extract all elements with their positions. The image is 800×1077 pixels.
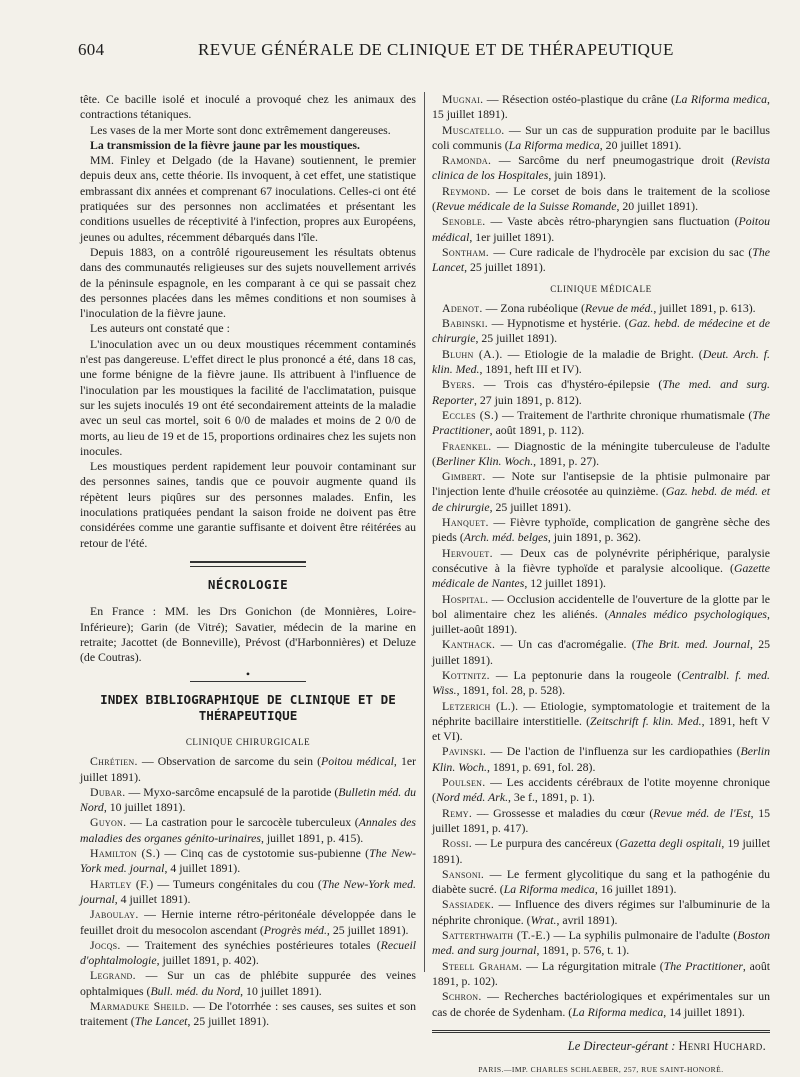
bibliography-entry (432, 184, 770, 215)
entry-details: , 25 juillet 1891). (475, 331, 558, 346)
entry-details: , juin 1891, p. 362). (547, 530, 641, 545)
entry-source: Bulletin méd. du Nord (80, 784, 416, 815)
entry-author: Rossi. (442, 836, 472, 851)
bibliography-entry (432, 867, 770, 898)
bibliography-entry (432, 637, 770, 668)
entry-source: Boston med. and surg journal (432, 928, 771, 958)
entry-source: Gaz. hebd. de méd. et de chirurgie (432, 484, 770, 514)
bibliography-entry (432, 592, 770, 638)
medical-subheading: CLINIQUE MÉDICALE (550, 283, 652, 294)
entry-source: The Practitioner (432, 407, 771, 438)
entry-source: The med. and surg. Reporter (432, 377, 770, 407)
entry-title: — Myxo-sarcôme encapsulé de la parotide ( (125, 784, 339, 799)
entry-details: , 4 juillet 1891). (164, 861, 241, 876)
entry-source: Revista clinica de los Hospitales (432, 153, 770, 183)
entry-title: — Trois cas d'hystéro-épilepsie ( (475, 377, 663, 392)
entry-source: Zeitschrift f. klin. Med. (590, 713, 702, 728)
entry-source: Bull. méd. du Nord (150, 983, 241, 998)
entry-author: Letzerich (L.). (442, 698, 519, 713)
entry-author: Pavinski. (442, 744, 487, 759)
running-title: REVUE GÉNÉRALE DE CLINIQUE ET DE THÉRAPEUTIQUE (198, 40, 674, 59)
entry-title: — Résection ostéo-plastique du crâne ( (483, 92, 675, 106)
entry-details: , 20 juillet 1891). (599, 137, 682, 152)
entry-title: — Zona rubéolique ( (482, 300, 585, 315)
bibliography-entry (80, 907, 416, 938)
entry-title: — Etiologie de la maladie de Bright. ( (502, 346, 703, 361)
entry-source: Progrès méd. (263, 922, 327, 937)
entry-source: Recueil d'ophtalmologie (80, 937, 416, 968)
separator-dot: • (245, 667, 251, 682)
entry-source: The Lancet (432, 244, 770, 275)
entry-details: , 10 juillet 1891). (240, 983, 322, 998)
director-signature (432, 1039, 766, 1054)
entry-author: Chrétien. (90, 754, 138, 769)
entry-details: , 25 juillet 1891). (432, 637, 770, 667)
entry-author: Senoble. (442, 214, 486, 229)
entry-details: , juillet-août 1891). (432, 606, 770, 637)
entry-author: Dubar. (90, 784, 126, 799)
entry-title: — La castration pour le sarcocèle tuberculeux ( (126, 815, 359, 830)
entry-details: , 25 juillet 1891). (464, 260, 546, 275)
entry-details: , 19 juillet 1891). (432, 836, 770, 866)
entry-author: Muscatello. (442, 122, 505, 137)
bibliography-entry (432, 92, 770, 123)
entry-title: — La syphilis pulmonaire de l'adulte ( (550, 928, 738, 943)
entry-author: Jocqs. (90, 937, 121, 952)
entry-source: La Riforma medica (503, 882, 595, 897)
bibliography-list (80, 754, 416, 1029)
entry-title: — Recherches bactériologiques et expérimentales sur un cas de chorée de Sydenham. ( (432, 989, 770, 1019)
necrology-text: En France : MM. les Drs Gonichon (de Monnières, Loire-Inférieure); Garin (de Vitré); Savatier, médecin de la marine en retraite; Jacottet (de Bonneville), Prévost (d'Harbonnières) et Deluze (de Coutras). (80, 604, 416, 665)
entry-author: Babinski. (442, 316, 488, 331)
entry-details: , 15 juillet 1891, p. 417). (432, 805, 770, 835)
entry-author: Hervouet. (442, 545, 493, 560)
entry-title: — Le ferment glycolitique du sang et la pathogénie du diabète sucré. ( (432, 866, 770, 897)
entry-author: Gimbert. (442, 469, 486, 484)
entry-source: Centralbl. f. med. Wiss. (432, 667, 771, 698)
entry-title: — Hypnotisme et hystérie. ( (487, 316, 629, 331)
bibliography-entry (80, 846, 416, 877)
entry-author: Schron. (442, 989, 482, 1004)
entry-title: — Occlusion accidentelle de l'ouverture de la glotte par le bol alimentaire chez les aliénés. ( (432, 591, 770, 621)
entry-details: , 1891, p. 691, fol. 28). (486, 759, 596, 774)
entry-details: , août 1891, p. 112). (489, 423, 585, 438)
entry-details: , juin 1891). (548, 168, 606, 183)
entry-source: Revue médicale de la Suisse Romande (435, 199, 617, 214)
paragraph: Les moustiques perdent rapidement leur pouvoir contaminant sur des personnes saines, tandis que ce pouvoir augmente quand ils répètent leurs piqûres sur des personnes malades. Enfin, les inoculations pratiquées pendant la saison froide ne doivent pas être considérées comme une garantie suffisante et doivent être réitérées au retour de l'été. (80, 459, 416, 550)
entry-title: — De l'action de l'influenza sur les cardiopathies ( (486, 744, 741, 759)
entry-title: — Traitement de l'arthrite chronique rhumatismale ( (498, 407, 753, 422)
entry-author: Sassiadek. (442, 897, 495, 912)
entry-source: Wrat. (530, 912, 557, 927)
entry-details: , 25 juillet 1891). (187, 1014, 270, 1029)
bibliography-entry (80, 754, 416, 785)
paragraph: Les vases de la mer Morte sont donc extrêmement dangereuses. (90, 122, 391, 137)
bibliography-entry (432, 316, 770, 347)
left-column (80, 92, 416, 1030)
entry-details: , 1er juillet 1891). (80, 754, 417, 784)
entry-details: , 1891, heft V et VI). (432, 713, 770, 744)
entry-details: , août 1891, p. 102). (432, 958, 770, 988)
page-header (78, 38, 770, 64)
entry-author: Ramonda. (442, 153, 492, 168)
entry-title: — Un cas d'acromégalie. ( (495, 637, 636, 652)
bibliography-entry (432, 439, 770, 470)
entry-author: Steell Graham. (442, 958, 523, 973)
bibliography-entry (80, 968, 416, 999)
entry-author: Reymond. (442, 183, 491, 198)
bibliography-entry (432, 301, 770, 316)
bibliography-entry (432, 928, 770, 959)
entry-details: , juillet 1891, p. 613). (653, 300, 756, 315)
necrology-title: NÉCROLOGIE (207, 576, 289, 592)
entry-title: — Hernie interne rétro-péritonéale développée dans le feuillet droit du mesocolon ascendant ( (80, 907, 416, 937)
bibliography-entry (432, 897, 770, 928)
entry-source: The Lancet (134, 1014, 188, 1029)
entry-author: Kanthack. (442, 637, 496, 652)
entry-source: Berliner Klin. Woch. (435, 453, 534, 468)
entry-title: — Les accidents cérébraux de l'otite moyenne chronique ( (432, 775, 770, 805)
bibliography-entry (432, 123, 770, 154)
bibliography-entry (432, 546, 770, 592)
bibliography-entry (80, 785, 416, 816)
entry-title: — De l'otorrhée : ses causes, ses suites et son traitement ( (80, 999, 417, 1029)
entry-details: , juillet 1891, p. 415). (260, 830, 364, 845)
entry-title: — Sarcôme du nerf pneumogastrique droit ( (491, 153, 736, 168)
entry-author: Hospital. (442, 591, 489, 606)
entry-details: , 16 juillet 1891). (594, 882, 677, 897)
paragraph: L'inoculation avec un ou deux moustiques récemment contaminés n'est pas dangereuse. L'effet direct le plus prononcé a été, dans 18 cas, une forme bénigne de la fièvre jaune. Ils attribuent à l'influence de l'inoculation par les moustiques la facilité de l'acclimatation, puisque sur les sujets inoculés 19 ont été secondairement atteints de la maladie avec un seul cas mortel, soit 6 0/0 de malades et moins de 2 0/0 de morts, au lieu de 19 et de 15, proportions ordinaires chez les sujets non inocules. (80, 336, 416, 458)
bibliography-entry (432, 699, 770, 745)
paragraph: tête. Ce bacille isolé et inoculé a provoqué chez les animaux des contractions tétaniques. (80, 92, 416, 122)
entry-title: — Etiologie, symptomatologie et traitement de la néphrite bacillaire interstitielle. ( (432, 698, 770, 728)
entry-details: , 27 juin 1891, p. 812). (473, 392, 582, 407)
bibliography-entry (432, 469, 770, 515)
entry-author: Jaboulay. (90, 907, 139, 922)
bibliography-entry (80, 815, 416, 846)
entry-details: , 20 juillet 1891). (616, 199, 699, 214)
entry-author: Mugnai. (442, 92, 484, 106)
entry-title: — La régurgitation mitrale ( (522, 958, 664, 973)
bibliography-list (432, 301, 770, 1020)
footer-rule (432, 1030, 770, 1033)
entry-title: — Grossesse et maladies du cœur ( (472, 805, 654, 820)
entry-author: Bluhn (A.). (442, 346, 503, 361)
entry-author: Kottnitz. (442, 667, 490, 682)
entry-details: , 14 juillet 1891). (663, 1004, 745, 1019)
entry-title: — Note sur l'antisepsie de la phtisie pulmonaire par l'injection lente d'huile créosotée au quinzième. ( (432, 469, 770, 499)
bibliography-entry (432, 153, 770, 184)
entry-title: — Diagnostic de la méningite tuberculeuse de l'adulte ( (432, 438, 770, 468)
entry-source: The New-York med. journal (80, 876, 416, 906)
entry-details: , avril 1891). (556, 912, 618, 927)
bibliography-list (432, 92, 770, 276)
printer-imprint: PARIS.—IMP. CHARLES SCHLAEBER, 257, RUE SAINT-HONORÉ. (478, 1065, 724, 1075)
entry-author: Marmaduke Sheild. (90, 999, 190, 1014)
entry-details: , 1891, p. 576, t. 1). (536, 943, 630, 958)
entry-source: Gaz. hebd. de médecine et de chirurgie (432, 316, 771, 346)
director-name: Henri Huchard. (678, 1038, 766, 1053)
right-column (432, 92, 770, 1077)
entry-title: — Influence des divers régimes sur l'albuminurie de la néphrite chronique. ( (432, 897, 770, 927)
entry-title: — Le purpura des cancéreux ( (471, 836, 620, 851)
entry-source: The New-York med. journal (80, 846, 416, 876)
bibliography-entry (432, 744, 770, 775)
entry-author: Adenot. (442, 300, 483, 315)
entry-title: — Sur un cas de phlébite suppurée des veines ophtalmiques ( (80, 968, 416, 998)
bibliography-entry (80, 938, 416, 969)
entry-source: Nord méd. Ark. (435, 790, 509, 805)
entry-title: — Deux cas de polynévrite périphérique, paralysie consécutive à la fièvre typhoïde et paralysie alcoolique. ( (432, 545, 770, 575)
bibliography-entry (432, 347, 770, 378)
entry-source: La Riforma medica (674, 92, 768, 106)
entry-source: La Riforma medica (572, 1004, 664, 1019)
entry-source: Poitou médical (321, 754, 394, 769)
entry-source: The Practitioner (663, 958, 743, 973)
paragraph: Depuis 1883, on a contrôlé rigoureusement les résultats obtenus dans des communautés religieuses sur des sujets nouvellement arrivés de la péninsule espagnole, en les comparant à ce qui se passait chez des personnes placées dans les mêmes conditions et non soumises à l'inoculation de la fièvre jaune. (80, 244, 416, 321)
paragraph: MM. Finley et Delgado (de la Havane) soutiennent, le premier depuis deux ans, cette théorie. Ils invoquent, à cet effet, une statistique embrassant dix années et comprenant 67 inoculations. Celles-ci ont été pratiquées sur des personnes non acclimatées et présentant les conditions usuelles de réceptivité à l'infection, propres aux Européens, jeunes ou adultes, récemment débarqués dans l'île. (80, 153, 416, 244)
entry-details: , 1891, fol. 28, p. 528). (456, 683, 566, 698)
entry-author: Byers. (442, 377, 476, 392)
entry-source: Berlin Klin. Woch. (432, 744, 770, 774)
entry-details: , 25 juillet 1891). (326, 922, 409, 937)
entry-source: The Brit. med. Journal (635, 637, 750, 652)
bibliography-entry (432, 959, 770, 990)
bibliography-entry (432, 377, 770, 408)
section-rule (190, 681, 306, 682)
entry-author: Hamilton (S.) (90, 846, 161, 861)
entry-source: Poitou médical (432, 214, 770, 244)
entry-author: Guyon. (90, 815, 127, 830)
entry-details: , 10 juillet 1891). (103, 800, 186, 815)
entry-source: Gazette médicale de Nantes (432, 560, 770, 591)
index-title: INDEX BIBLIOGRAPHIQUE DE CLINIQUE ET DE THÉRAPEUTIQUE (100, 692, 396, 723)
entry-source: Annales des maladies des organes génito-urinaires (80, 815, 416, 845)
bibliography-entry (80, 999, 416, 1030)
director-label: Le Directeur-gérant : (567, 1038, 676, 1053)
entry-source: Arch. méd. belges (463, 530, 548, 545)
entry-title: — Sur un cas de suppuration produite par le bacillus coli communis ( (432, 122, 770, 152)
entry-details: , 1891, p. 27). (533, 453, 600, 468)
section-heading: La transmission de la fièvre jaune par les moustiques. (90, 137, 360, 152)
entry-details: , 4 juillet 1891). (114, 891, 191, 906)
bibliography-entry (80, 877, 416, 908)
entry-source: La Riforma medica (508, 137, 600, 152)
entry-title: — Traitement des synéchies postérieures totales ( (120, 937, 381, 952)
entry-title: — Tumeurs congénitales du cou ( (153, 876, 322, 891)
entry-source: Revue méd. de l'Est (653, 805, 751, 820)
entry-author: Fraenkel. (442, 438, 492, 453)
page-number: 604 (78, 40, 105, 59)
section-rule (190, 561, 306, 567)
entry-title: — Le corset de bois dans le traitement de la scoliose ( (432, 183, 770, 214)
entry-author: Satterthwaith (T.-E.) (442, 928, 551, 943)
entry-details: , 3e f., 1891, p. 1). (508, 790, 595, 805)
entry-title: — Cinq cas de cystotomie sus-pubienne ( (160, 846, 370, 861)
bibliography-entry (432, 515, 770, 546)
column-divider (424, 92, 425, 972)
entry-details: , 25 juillet 1891). (489, 499, 572, 514)
bibliography-entry (432, 775, 770, 806)
bibliography-entry (432, 989, 770, 1020)
entry-source: Deut. Arch. f. klin. Med. (432, 346, 770, 377)
entry-source: Gazetta degli ospitali (619, 836, 722, 851)
entry-title: — La peptonurie dans la rougeole ( (489, 667, 682, 682)
entry-author: Eccles (S.) (442, 407, 499, 422)
entry-details: , 1891, heft III et IV). (479, 362, 582, 377)
entry-details: , juillet 1891, p. 402). (156, 953, 259, 968)
entry-title: — Fièvre typhoïde, complication de gangrène sèche des pieds ( (432, 515, 770, 545)
entry-author: Poulsen. (442, 775, 486, 790)
bibliography-entry (432, 668, 770, 699)
entry-details: , 1er juillet 1891). (469, 229, 555, 244)
entry-title: — Vaste abcès rétro-pharyngien sans fluctuation ( (485, 214, 739, 229)
entry-author: Legrand. (90, 968, 136, 983)
bibliography-entry (432, 214, 770, 245)
entry-title: — Observation de sarcome du sein ( (137, 754, 321, 769)
entry-author: Sansoni. (442, 866, 485, 881)
entry-title: — Cure radicale de l'hydrocèle par excision du sac ( (489, 244, 753, 259)
bibliography-entry (432, 408, 770, 439)
entry-author: Remy. (442, 805, 473, 820)
entry-source: Revue de méd. (584, 300, 654, 315)
bibliography-entry (432, 806, 770, 837)
bibliography-entry (432, 245, 770, 276)
entry-details: , 15 juillet 1891). (432, 92, 770, 122)
paragraph: Les auteurs ont constaté que : (90, 321, 230, 336)
entry-details: , 12 juillet 1891). (524, 576, 606, 591)
index-subheading: CLINIQUE CHIRURGICALE (185, 736, 311, 747)
entry-author: Sontham. (442, 244, 490, 259)
entry-source: Annales médico psychologiques (608, 606, 768, 621)
entry-author: Hanquet. (442, 515, 489, 530)
bibliography-entry (432, 836, 770, 867)
entry-author: Hartley (F.) (90, 876, 154, 891)
